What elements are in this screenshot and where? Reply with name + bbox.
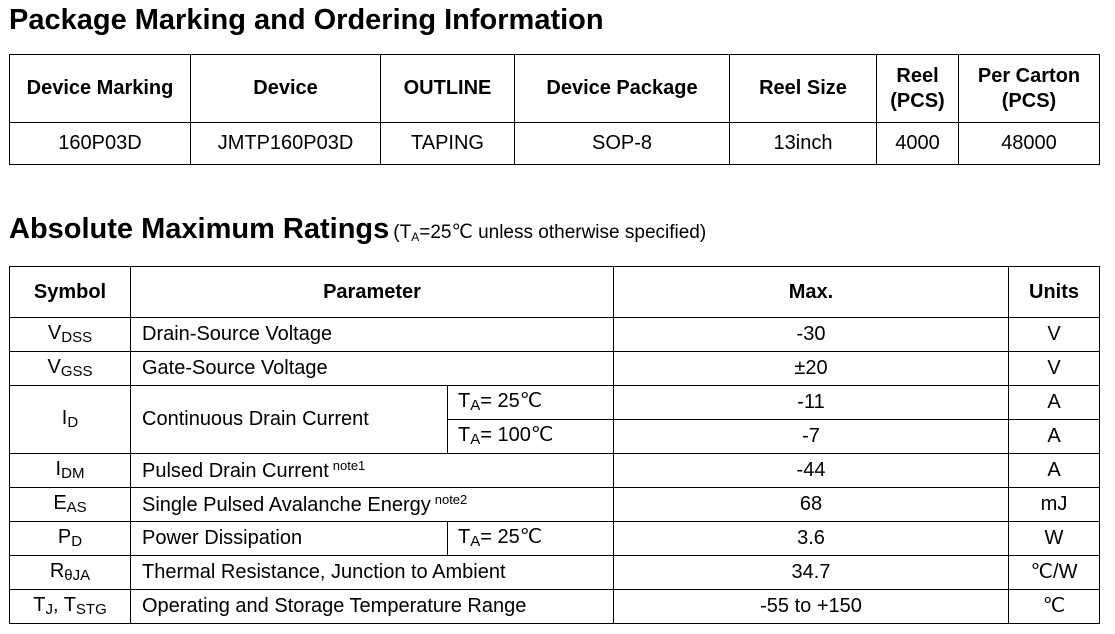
cell-symbol: $I_{DM}$ <box>10 454 131 488</box>
header-reel-pcs: Reel (PCS) <box>877 55 959 123</box>
cell-per-carton: 48000 <box>959 123 1100 165</box>
cell-max: -30 <box>614 318 1009 352</box>
cell-symbol: $E_{AS}$ <box>10 488 131 522</box>
cell-unit: V <box>1009 318 1100 352</box>
header-device: Device <box>191 55 381 123</box>
cell-condition: $T_A=$ 25℃ <box>448 386 614 420</box>
cell-symbol: $P_D$ <box>10 522 131 556</box>
cell-symbol: $R_{\theta JA}$ <box>10 556 131 590</box>
ratings-header-row <box>10 267 1100 318</box>
cell-parameter: Power Dissipation <box>131 522 448 556</box>
cell-parameter: Drain-Source Voltage <box>131 318 614 352</box>
header-symbol: Symbol <box>10 267 131 318</box>
cell-parameter: Thermal Resistance, Junction to Ambient <box>131 556 614 590</box>
cell-device: JMTP160P03D <box>191 123 381 165</box>
table-row <box>10 488 1100 522</box>
header-reel-size: Reel Size <box>730 55 877 123</box>
table-row <box>10 556 1100 590</box>
cell-parameter: Operating and Storage Temperature Range <box>131 590 614 624</box>
cell-outline: TAPING <box>381 123 515 165</box>
cell-unit: A <box>1009 420 1100 454</box>
cell-condition: $T_A=$ 100℃ <box>448 420 614 454</box>
header-max: Max. <box>614 267 1009 318</box>
cell-max: -55 to +150 <box>614 590 1009 624</box>
cell-parameter: Pulsed Drain Current $^{note1}$ <box>131 454 614 488</box>
cell-unit: mJ <box>1009 488 1100 522</box>
cell-device-marking: 160P03D <box>10 123 191 165</box>
table-row <box>10 318 1100 352</box>
cell-symbol: $T_J$, $T_{STG}$ <box>10 590 131 624</box>
cell-condition: $T_A=$ 25℃ <box>448 522 614 556</box>
cell-unit: ℃ <box>1009 590 1100 624</box>
cell-max: 68 <box>614 488 1009 522</box>
header-device-package: Device Package <box>515 55 730 123</box>
ordering-header-row <box>10 55 1100 123</box>
cell-parameter: Continuous Drain Current <box>131 386 448 454</box>
table-row <box>10 386 1100 420</box>
cell-max: 3.6 <box>614 522 1009 556</box>
table-row <box>10 454 1100 488</box>
ordering-table <box>9 54 1100 165</box>
cell-symbol: $I_D$ <box>10 386 131 454</box>
header-parameter: Parameter <box>131 267 614 318</box>
cell-device-package: SOP-8 <box>515 123 730 165</box>
cell-unit: A <box>1009 386 1100 420</box>
header-device-marking: Device Marking <box>10 55 191 123</box>
cell-max: -7 <box>614 420 1009 454</box>
header-outline: OUTLINE <box>381 55 515 123</box>
cell-unit: V <box>1009 352 1100 386</box>
cell-unit: A <box>1009 454 1100 488</box>
cell-reel-size: 13inch <box>730 123 877 165</box>
table-row <box>10 522 1100 556</box>
section-title-ratings: Absolute Maximum Ratings <box>9 213 390 245</box>
cell-max: ±20 <box>614 352 1009 386</box>
cell-parameter: Single Pulsed Avalanche Energy $^{note2}$ <box>131 488 614 522</box>
cell-unit: W <box>1009 522 1100 556</box>
section-title-ordering: Package Marking and Ordering Information <box>9 4 604 36</box>
cell-parameter: Gate-Source Voltage <box>131 352 614 386</box>
cell-max: 34.7 <box>614 556 1009 590</box>
cell-unit: ℃/W <box>1009 556 1100 590</box>
header-per-carton: Per Carton (PCS) <box>959 55 1100 123</box>
cell-reel-pcs: 4000 <box>877 123 959 165</box>
table-row <box>10 123 1100 165</box>
table-row <box>10 352 1100 386</box>
table-row <box>10 590 1100 624</box>
cell-symbol: $V_{GSS}$ <box>10 352 131 386</box>
header-units: Units <box>1009 267 1100 318</box>
section-heading-ratings <box>9 213 706 246</box>
ratings-table <box>9 266 1100 624</box>
cell-max: -11 <box>614 386 1009 420</box>
cell-symbol: $V_{DSS}$ <box>10 318 131 352</box>
cell-max: -44 <box>614 454 1009 488</box>
ratings-condition-note: ($T_A=25℃$ unless otherwise specified) <box>393 222 707 244</box>
